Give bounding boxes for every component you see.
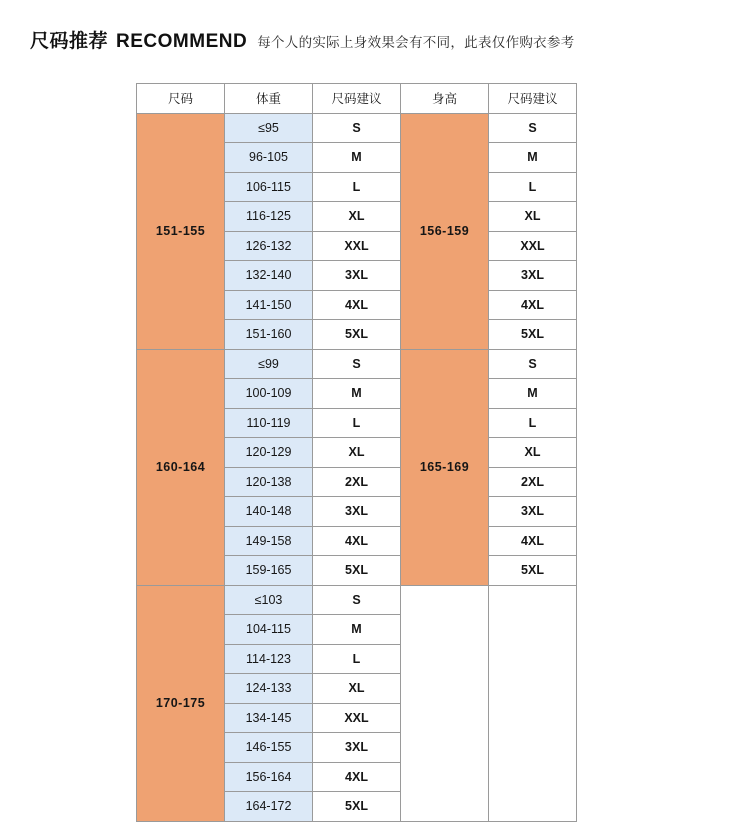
size-cell-left: 2XL	[313, 467, 401, 497]
weight-cell: 164-172	[225, 792, 313, 822]
size-cell-right: L	[489, 172, 577, 202]
size-cell-right: 4XL	[489, 526, 577, 556]
size-cell-left: L	[313, 644, 401, 674]
size-cell-left: 5XL	[313, 792, 401, 822]
size-cell-left: 4XL	[313, 526, 401, 556]
size-cell-left: XXL	[313, 703, 401, 733]
weight-cell: ≤95	[225, 113, 313, 143]
page-subtitle: 每个人的实际上身效果会有不同，此表仅作购衣参考	[257, 35, 575, 50]
weight-cell: 159-165	[225, 556, 313, 586]
page-header	[0, 0, 752, 53]
weight-cell: 116-125	[225, 202, 313, 232]
weight-cell: 140-148	[225, 497, 313, 527]
size-cell-left: 5XL	[313, 320, 401, 350]
table-row	[137, 585, 577, 615]
table-row	[137, 113, 577, 143]
weight-cell: 104-115	[225, 615, 313, 645]
size-cell-right: 4XL	[489, 290, 577, 320]
weight-cell: 100-109	[225, 379, 313, 409]
size-cell-left: S	[313, 349, 401, 379]
empty-cell-height-right	[401, 585, 489, 821]
table-header-row	[137, 84, 577, 114]
empty-cell-size-right	[489, 585, 577, 821]
weight-cell: 149-158	[225, 526, 313, 556]
size-cell-left: 3XL	[313, 261, 401, 291]
group-label-left-0: 151-155	[137, 113, 225, 349]
size-cell-right: 5XL	[489, 556, 577, 586]
size-cell-left: L	[313, 172, 401, 202]
weight-cell: 141-150	[225, 290, 313, 320]
weight-cell: 156-164	[225, 762, 313, 792]
size-cell-right: XXL	[489, 231, 577, 261]
weight-cell: 96-105	[225, 143, 313, 173]
size-cell-right: 3XL	[489, 261, 577, 291]
size-cell-right: 5XL	[489, 320, 577, 350]
size-cell-right: S	[489, 113, 577, 143]
weight-cell: ≤103	[225, 585, 313, 615]
weight-cell: 106-115	[225, 172, 313, 202]
column-header-height-right: 身高	[401, 84, 489, 114]
weight-cell: 132-140	[225, 261, 313, 291]
weight-cell: 134-145	[225, 703, 313, 733]
group-label-right-1: 165-169	[401, 349, 489, 585]
weight-cell: 120-129	[225, 438, 313, 468]
size-cell-right: 2XL	[489, 467, 577, 497]
size-cell-left: 4XL	[313, 290, 401, 320]
column-header-weight: 体重	[225, 84, 313, 114]
size-cell-right: 3XL	[489, 497, 577, 527]
size-cell-left: 5XL	[313, 556, 401, 586]
weight-cell: 110-119	[225, 408, 313, 438]
size-cell-right: M	[489, 379, 577, 409]
weight-cell: 126-132	[225, 231, 313, 261]
size-cell-left: M	[313, 143, 401, 173]
column-header-size-left: 尺码建议	[313, 84, 401, 114]
size-cell-left: XL	[313, 674, 401, 704]
weight-cell: 146-155	[225, 733, 313, 763]
weight-cell: 124-133	[225, 674, 313, 704]
size-cell-left: XXL	[313, 231, 401, 261]
size-cell-right: M	[489, 143, 577, 173]
size-cell-right: S	[489, 349, 577, 379]
size-cell-left: L	[313, 408, 401, 438]
size-cell-left: 4XL	[313, 762, 401, 792]
page-title-en: RECOMMEND	[116, 31, 248, 52]
page-title-cn: 尺码推荐	[30, 31, 109, 52]
group-label-left-2: 170-175	[137, 585, 225, 821]
size-cell-left: XL	[313, 438, 401, 468]
size-cell-right: XL	[489, 438, 577, 468]
size-recommend-table	[136, 83, 577, 822]
table-row	[137, 349, 577, 379]
weight-cell: 120-138	[225, 467, 313, 497]
size-cell-right: L	[489, 408, 577, 438]
size-cell-left: M	[313, 379, 401, 409]
table-body	[137, 113, 577, 821]
size-cell-left: XL	[313, 202, 401, 232]
size-cell-left: S	[313, 113, 401, 143]
column-header-size-right: 尺码建议	[489, 84, 577, 114]
weight-cell: 114-123	[225, 644, 313, 674]
size-cell-left: S	[313, 585, 401, 615]
size-cell-left: M	[313, 615, 401, 645]
column-header-height-left: 尺码	[137, 84, 225, 114]
size-cell-left: 3XL	[313, 497, 401, 527]
size-cell-right: XL	[489, 202, 577, 232]
weight-cell: ≤99	[225, 349, 313, 379]
size-cell-left: 3XL	[313, 733, 401, 763]
weight-cell: 151-160	[225, 320, 313, 350]
group-label-right-0: 156-159	[401, 113, 489, 349]
size-recommend-table-wrap	[136, 83, 577, 822]
group-label-left-1: 160-164	[137, 349, 225, 585]
